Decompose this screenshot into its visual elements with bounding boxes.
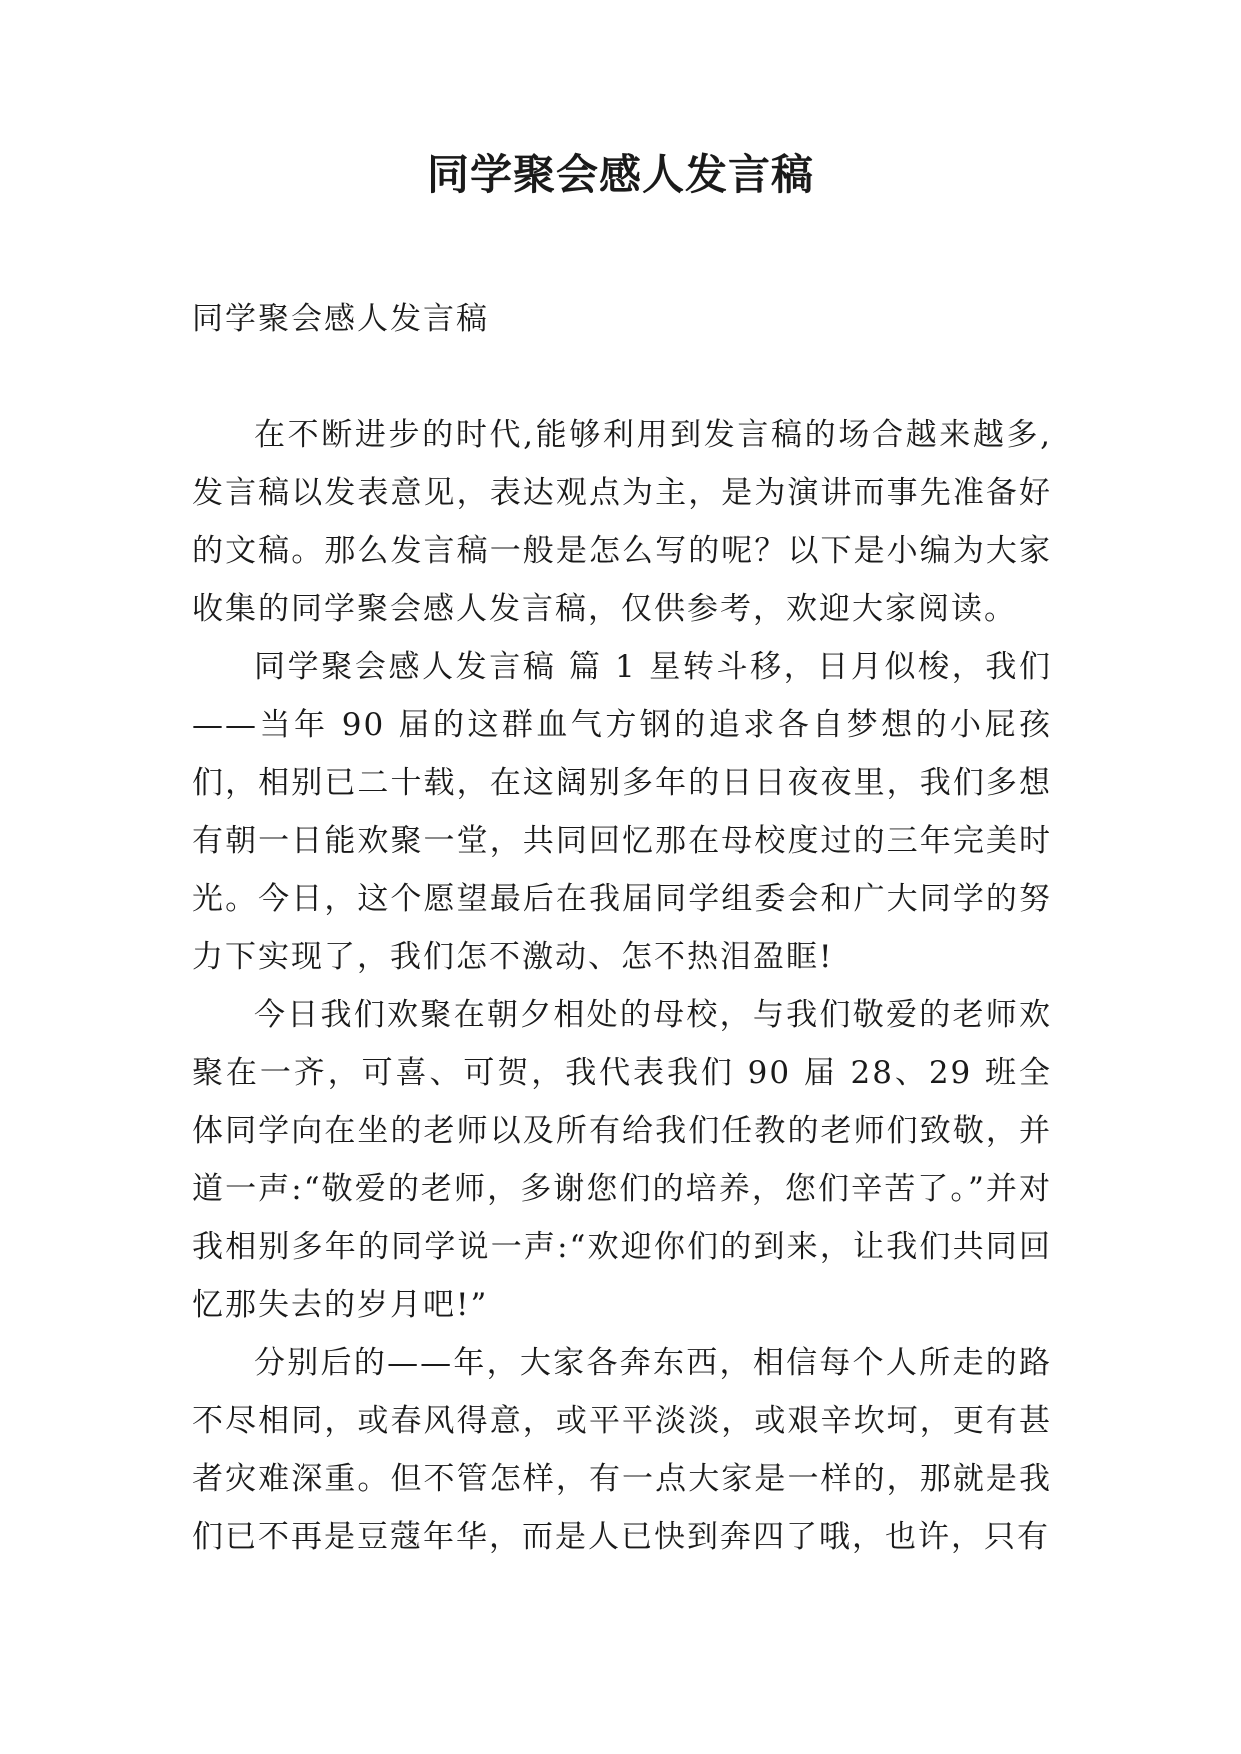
paragraph: 今日我们欢聚在朝夕相处的母校，与我们敬爱的老师欢聚在一齐，可喜、可贺，我代表我们 90 届 28、29 班全体同学向在坐的老师以及所有给我们任教的老师们致敬，并道一声:“敬爱的老师，多谢您们的培养，您们辛苦了。”并对我相别多年的同学说一声:“欢迎你们的到来，让我们共同回忆那失去的岁月吧!”	[192, 997, 1052, 1323]
document-subtitle: 同学聚会感人发言稿	[192, 301, 489, 337]
paragraph: 同学聚会感人发言稿 篇 1 星转斗移，日月似梭，我们——当年 90 届的这群血气方钢的追求各自梦想的小屁孩们，相别已二十载，在这阔别多年的日日夜夜里，我们多想有朝一日能欢聚一堂，共同回忆那在母校度过的三年完美时光。今日，这个愿望最后在我届同学组委会和广大同学的努力下实现了，我们怎不激动、怎不热泪盈眶!	[192, 649, 1052, 975]
paragraph: 分别后的——年，大家各奔东西，相信每个人所走的路不尽相同，或春风得意，或平平淡淡，或艰辛坎坷，更有甚者灾难深重。但不管怎样，有一点大家是一样的，那就是我们已不再是豆蔻年华，而是人已快到奔四了哦，也许，只有	[192, 1345, 1052, 1555]
paragraph: 在不断进步的时代,能够利用到发言稿的场合越来越多,发言稿以发表意见，表达观点为主，是为演讲而事先准备好的文稿。那么发言稿一般是怎么写的呢？以下是小编为大家收集的同学聚会感人发言稿，仅供参考，欢迎大家阅读。	[192, 417, 1052, 627]
document-body	[192, 290, 1052, 1566]
document-title: 同学聚会感人发言稿	[426, 150, 814, 199]
